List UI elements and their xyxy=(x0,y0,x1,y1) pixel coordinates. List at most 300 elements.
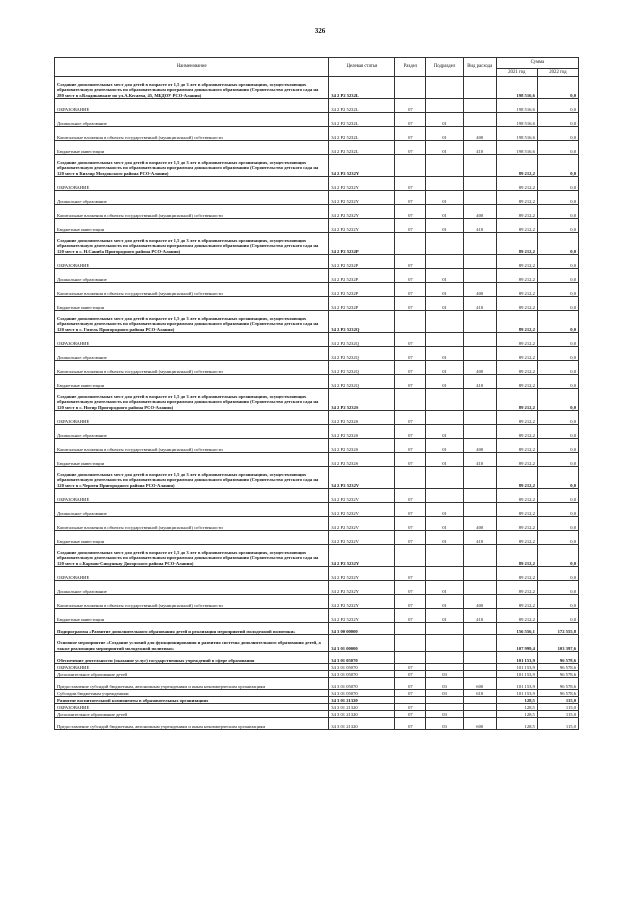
row-section xyxy=(395,635,426,652)
row-name: ОБРАЗОВАНИЕ xyxy=(55,255,329,269)
row-section: 07 xyxy=(395,333,426,347)
row-subsection: 01 xyxy=(426,375,463,389)
row-expense-type xyxy=(463,489,496,503)
row-sum-2021: 128,5 xyxy=(496,704,537,711)
row-expense-type: 400 xyxy=(463,517,496,531)
row-subsection: 01 xyxy=(426,113,463,127)
row-sum-2021: 89 212,2 xyxy=(496,581,537,595)
row-section: 07 xyxy=(395,297,426,311)
row-sum-2022: 96 578,6 xyxy=(537,664,578,671)
row-expense-type: 610 xyxy=(463,690,496,697)
row-sum-2021: 89 212,2 xyxy=(496,453,537,467)
row-sum-2022: 0,0 xyxy=(537,269,578,283)
row-subsection xyxy=(426,652,463,664)
table-row xyxy=(55,99,579,113)
row-expense-type xyxy=(463,269,496,283)
row-code: 34 2 P2 5232V xyxy=(329,517,395,531)
row-subsection xyxy=(426,697,463,704)
row-section: 07 xyxy=(395,411,426,425)
row-code: 34 2 P2 5232S xyxy=(329,439,395,453)
table-row xyxy=(55,545,579,567)
row-sum-2022: 0,0 xyxy=(537,141,578,155)
row-name: Бюджетные инвестиции xyxy=(55,219,329,233)
row-sum-2021: 89 212,2 xyxy=(496,517,537,531)
row-expense-type xyxy=(463,425,496,439)
row-subsection: 01 xyxy=(426,283,463,297)
row-expense-type xyxy=(463,503,496,517)
row-sum-2021: 89 212,2 xyxy=(496,297,537,311)
row-name: Подпрограмма «Развитие дополнительного образования детей и реализация мероприятий молодежной политики» xyxy=(55,623,329,635)
row-code: 34 2 P2 5232Y xyxy=(329,205,395,219)
row-sum-2022: 96 578,6 xyxy=(537,678,578,690)
row-sum-2021: 89 212,2 xyxy=(496,255,537,269)
row-expense-type xyxy=(463,77,496,99)
row-name: Капитальные вложения в объекты государственной (муниципальной) собственности xyxy=(55,127,329,141)
row-sum-2022: 0,0 xyxy=(537,311,578,333)
row-name: Дошкольное образование xyxy=(55,425,329,439)
row-code: 34 2 P2 5232Y xyxy=(329,609,395,623)
row-sum-2022: 0,0 xyxy=(537,219,578,233)
row-sum-2022: 0,0 xyxy=(537,283,578,297)
row-sum-2022: 0,0 xyxy=(537,233,578,255)
row-section xyxy=(395,623,426,635)
row-expense-type: 600 xyxy=(463,678,496,690)
row-sum-2021: 107 999,4 xyxy=(496,635,537,652)
row-subsection: 03 xyxy=(426,711,463,718)
row-expense-type xyxy=(463,623,496,635)
row-sum-2022: 0,0 xyxy=(537,99,578,113)
row-subsection: 01 xyxy=(426,609,463,623)
row-subsection: 03 xyxy=(426,671,463,678)
page-number: 326 xyxy=(314,27,326,35)
row-expense-type: 410 xyxy=(463,531,496,545)
row-sum-2021: 89 212,2 xyxy=(496,191,537,205)
row-code: 34 2 P2 5232Y xyxy=(329,595,395,609)
row-sum-2022: 96 578,6 xyxy=(537,690,578,697)
row-expense-type xyxy=(463,635,496,652)
row-sum-2021: 89 212,2 xyxy=(496,439,537,453)
row-sum-2022: 0,0 xyxy=(537,375,578,389)
row-section xyxy=(395,697,426,704)
row-section: 07 xyxy=(395,489,426,503)
row-section: 07 xyxy=(395,531,426,545)
row-code: 34 2 P2 5232P xyxy=(329,297,395,311)
row-code: 34 3 00 00000 xyxy=(329,623,395,635)
row-name: Дошкольное образование xyxy=(55,503,329,517)
row-sum-2021: 89 212,2 xyxy=(496,155,537,177)
row-sum-2022: 0,0 xyxy=(537,425,578,439)
row-sum-2021: 89 212,2 xyxy=(496,489,537,503)
row-name: ОБРАЗОВАНИЕ xyxy=(55,567,329,581)
row-code: 34 3 01 05070 xyxy=(329,671,395,678)
row-sum-2022: 96 578,6 xyxy=(537,652,578,664)
row-section: 07 xyxy=(395,453,426,467)
row-expense-type xyxy=(463,545,496,567)
row-section: 07 xyxy=(395,205,426,219)
row-expense-type xyxy=(463,99,496,113)
row-expense-type xyxy=(463,664,496,671)
row-code: 34 2 P2 5232V xyxy=(329,503,395,517)
row-sum-2022: 96 578,6 xyxy=(537,671,578,678)
table-row xyxy=(55,678,579,690)
table-row xyxy=(55,127,579,141)
header-sum: Сумма xyxy=(496,58,578,69)
table-row xyxy=(55,77,579,99)
row-section xyxy=(395,311,426,333)
row-section xyxy=(395,545,426,567)
row-section: 07 xyxy=(395,113,426,127)
row-sum-2022: 0,0 xyxy=(537,361,578,375)
row-code: 34 2 P2 5232L xyxy=(329,99,395,113)
row-subsection xyxy=(426,545,463,567)
row-sum-2021: 89 212,2 xyxy=(496,411,537,425)
row-section xyxy=(395,389,426,411)
row-expense-type xyxy=(463,411,496,425)
row-section: 07 xyxy=(395,283,426,297)
row-sum-2021: 101 153,9 xyxy=(496,671,537,678)
row-section: 07 xyxy=(395,269,426,283)
row-name: Создание дополнительных мест для детей в возрасте от 1,5 до 3 лет в образовательных организациях, осуществляющих образовательную деятельность по образовательным программам дошкольного образования (Строительство детского сада на 120 мест в с. Гизель Пригородного района РСО-Алания) xyxy=(55,311,329,333)
row-sum-2021: 89 212,2 xyxy=(496,609,537,623)
row-sum-2022: 0,0 xyxy=(537,503,578,517)
row-expense-type xyxy=(463,567,496,581)
row-section xyxy=(395,77,426,99)
row-sum-2022: 0,0 xyxy=(537,191,578,205)
table-row xyxy=(55,155,579,177)
table-row xyxy=(55,219,579,233)
header-expense-type: Вид расхода xyxy=(463,58,496,77)
table-row xyxy=(55,205,579,219)
table-row xyxy=(55,233,579,255)
row-sum-2021: 89 212,2 xyxy=(496,269,537,283)
row-sum-2021: 198 516,6 xyxy=(496,141,537,155)
row-sum-2022: 0,0 xyxy=(537,489,578,503)
row-sum-2021: 101 153,9 xyxy=(496,678,537,690)
row-sum-2022: 0,0 xyxy=(537,77,578,99)
row-name: Дошкольное образование xyxy=(55,113,329,127)
row-expense-type: 600 xyxy=(463,718,496,730)
row-sum-2022: 115,0 xyxy=(537,697,578,704)
row-sum-2021: 89 212,2 xyxy=(496,425,537,439)
table-row xyxy=(55,141,579,155)
table-row xyxy=(55,503,579,517)
row-subsection: 01 xyxy=(426,219,463,233)
row-code: 34 2 P2 5232P xyxy=(329,283,395,297)
row-code: 34 2 P2 5232S xyxy=(329,425,395,439)
table-row xyxy=(55,389,579,411)
row-subsection xyxy=(426,411,463,425)
row-sum-2021: 89 212,2 xyxy=(496,545,537,567)
row-expense-type xyxy=(463,347,496,361)
row-subsection xyxy=(426,623,463,635)
row-subsection: 01 xyxy=(426,269,463,283)
row-section: 07 xyxy=(395,595,426,609)
row-subsection xyxy=(426,155,463,177)
row-code: 34 2 P2 5232L xyxy=(329,113,395,127)
row-section: 07 xyxy=(395,439,426,453)
row-expense-type: 410 xyxy=(463,141,496,155)
row-sum-2021: 89 212,2 xyxy=(496,233,537,255)
row-code: 34 2 P2 5232Q xyxy=(329,333,395,347)
table-row xyxy=(55,439,579,453)
header-code: Целевая статья xyxy=(329,58,395,77)
row-code: 34 2 P2 5232L xyxy=(329,77,395,99)
row-code: 34 2 P2 5232L xyxy=(329,141,395,155)
row-name: Бюджетные инвестиции xyxy=(55,297,329,311)
row-expense-type xyxy=(463,155,496,177)
row-code: 34 2 P2 5232Y xyxy=(329,567,395,581)
table-row xyxy=(55,671,579,678)
table-row xyxy=(55,652,579,664)
row-sum-2022: 0,0 xyxy=(537,439,578,453)
row-name: Создание дополнительных мест для детей в возрасте от 1,5 до 3 лет в образовательных организациях, осуществляющих образовательную деятельность по образовательным программам дошкольного образования (Строительство детского сада на 120 мест в с.Чермен Пригородного района РСО-Алания) xyxy=(55,467,329,489)
table-row xyxy=(55,635,579,652)
table-row xyxy=(55,567,579,581)
row-code: 34 2 P2 5232Q xyxy=(329,347,395,361)
row-name: Создание дополнительных мест для детей в возрасте от 1,5 до 3 лет в образовательных организациях, осуществляющих образовательную деятельность по образовательным программам дошкольного образования (Строительство детского сада на 120 мест в с. Н.Саниба Пригородного района РСО-Алания) xyxy=(55,233,329,255)
row-code: 34 2 P2 5232S xyxy=(329,389,395,411)
row-name: Создание дополнительных мест для детей в возрасте от 1,5 до 3 лет в образовательных организациях, осуществляющих образовательную деятельность по образовательным программам дошкольного образования (Строительство детского сада на 120 мест в Кизляр Моздокского района РСО-Алания) xyxy=(55,155,329,177)
row-subsection: 01 xyxy=(426,503,463,517)
row-expense-type xyxy=(463,697,496,704)
row-code: 34 3 01 21320 xyxy=(329,718,395,730)
row-sum-2021: 89 212,2 xyxy=(496,375,537,389)
row-code: 34 2 P2 5232L xyxy=(329,127,395,141)
row-subsection xyxy=(426,704,463,711)
row-sum-2021: 89 212,2 xyxy=(496,467,537,489)
row-name: Дополнительное образование детей xyxy=(55,711,329,718)
table-row xyxy=(55,411,579,425)
table-row xyxy=(55,718,579,730)
row-sum-2021: 89 212,2 xyxy=(496,205,537,219)
row-sum-2022: 0,0 xyxy=(537,595,578,609)
row-code: 34 3 01 21320 xyxy=(329,697,395,704)
row-section: 07 xyxy=(395,127,426,141)
row-subsection xyxy=(426,255,463,269)
row-name: Капитальные вложения в объекты государственной (муниципальной) собственности xyxy=(55,205,329,219)
row-sum-2021: 198 516,6 xyxy=(496,99,537,113)
row-section: 07 xyxy=(395,375,426,389)
row-sum-2022: 0,0 xyxy=(537,453,578,467)
row-subsection xyxy=(426,99,463,113)
table-row xyxy=(55,269,579,283)
table-row xyxy=(55,711,579,718)
table-row xyxy=(55,347,579,361)
row-sum-2021: 128,5 xyxy=(496,711,537,718)
row-code: 34 2 P2 5232Y xyxy=(329,581,395,595)
row-section: 07 xyxy=(395,690,426,697)
row-expense-type: 400 xyxy=(463,595,496,609)
table-row xyxy=(55,283,579,297)
row-sum-2021: 89 212,2 xyxy=(496,595,537,609)
row-sum-2022: 0,0 xyxy=(537,205,578,219)
row-subsection: 01 xyxy=(426,531,463,545)
row-name: Капитальные вложения в объекты государственной (муниципальной) собственности xyxy=(55,595,329,609)
row-expense-type: 400 xyxy=(463,283,496,297)
row-name: Развитие воспитательной компоненты в образовательных организациях xyxy=(55,697,329,704)
row-code: 34 2 P2 5232Y xyxy=(329,219,395,233)
table-row xyxy=(55,467,579,489)
row-name: Капитальные вложения в объекты государственной (муниципальной) собственности xyxy=(55,361,329,375)
row-expense-type xyxy=(463,467,496,489)
table-row xyxy=(55,311,579,333)
row-expense-type: 410 xyxy=(463,297,496,311)
table-row xyxy=(55,255,579,269)
row-code: 34 3 01 05070 xyxy=(329,690,395,697)
row-code: 34 2 P2 5232Y xyxy=(329,545,395,567)
row-sum-2021: 101 153,9 xyxy=(496,690,537,697)
table-row xyxy=(55,664,579,671)
row-sum-2021: 156 556,1 xyxy=(496,623,537,635)
table-row xyxy=(55,177,579,191)
row-code: 34 3 01 05070 xyxy=(329,664,395,671)
row-code: 34 2 P2 5232S xyxy=(329,411,395,425)
row-sum-2022: 0,0 xyxy=(537,389,578,411)
row-section xyxy=(395,467,426,489)
row-code: 34 2 P2 5232V xyxy=(329,531,395,545)
row-subsection xyxy=(426,333,463,347)
row-section: 07 xyxy=(395,503,426,517)
row-sum-2022: 103 397,6 xyxy=(537,635,578,652)
table-row xyxy=(55,595,579,609)
row-code: 34 2 P2 5232V xyxy=(329,489,395,503)
row-code: 34 2 P2 5232V xyxy=(329,467,395,489)
row-subsection: 03 xyxy=(426,718,463,730)
table-row xyxy=(55,113,579,127)
row-code: 34 2 P2 5232Q xyxy=(329,361,395,375)
row-sum-2022: 0,0 xyxy=(537,113,578,127)
row-section: 07 xyxy=(395,671,426,678)
row-section: 07 xyxy=(395,191,426,205)
row-section: 07 xyxy=(395,567,426,581)
row-expense-type: 400 xyxy=(463,361,496,375)
row-sum-2021: 198 516,6 xyxy=(496,113,537,127)
row-section: 07 xyxy=(395,711,426,718)
header-name: Наименование xyxy=(55,58,329,77)
row-sum-2022: 0,0 xyxy=(537,581,578,595)
table-row xyxy=(55,425,579,439)
budget-table xyxy=(54,57,579,730)
row-expense-type xyxy=(463,255,496,269)
row-sum-2022: 0,0 xyxy=(537,177,578,191)
row-section xyxy=(395,155,426,177)
row-expense-type xyxy=(463,113,496,127)
table-row xyxy=(55,191,579,205)
row-name: Бюджетные инвестиции xyxy=(55,609,329,623)
row-subsection: 01 xyxy=(426,191,463,205)
table-body xyxy=(55,77,579,730)
row-code: 34 2 P2 5232Y xyxy=(329,191,395,205)
row-sum-2021: 89 212,2 xyxy=(496,503,537,517)
row-sum-2022: 0,0 xyxy=(537,567,578,581)
row-sum-2021: 89 212,2 xyxy=(496,177,537,191)
table-row xyxy=(55,704,579,711)
row-subsection xyxy=(426,233,463,255)
row-name: Предоставление субсидий бюджетным, автономным учреждениям и иным некоммерческим организациям xyxy=(55,718,329,730)
row-sum-2022: 172 555,8 xyxy=(537,623,578,635)
row-sum-2021: 198 516,6 xyxy=(496,77,537,99)
row-expense-type xyxy=(463,191,496,205)
row-sum-2022: 0,0 xyxy=(537,517,578,531)
row-subsection: 01 xyxy=(426,347,463,361)
row-section: 07 xyxy=(395,517,426,531)
row-name: ОБРАЗОВАНИЕ xyxy=(55,489,329,503)
row-code: 34 3 01 21320 xyxy=(329,711,395,718)
row-code: 34 3 01 05070 xyxy=(329,652,395,664)
row-expense-type xyxy=(463,233,496,255)
row-name: Дошкольное образование xyxy=(55,347,329,361)
row-name: ОБРАЗОВАНИЕ xyxy=(55,704,329,711)
row-name: Создание дополнительных мест для детей в возрасте от 1,5 до 3 лет в образовательных организациях, осуществляющих образовательную деятельность по образовательным программам дошкольного образования (Строительство детского сада на 120 мест в с.Карман-Синдзикау Дигорского района РСО-Алания) xyxy=(55,545,329,567)
row-name: Бюджетные инвестиции xyxy=(55,453,329,467)
row-section: 07 xyxy=(395,609,426,623)
row-sum-2021: 89 212,2 xyxy=(496,361,537,375)
row-subsection xyxy=(426,311,463,333)
row-name: Дошкольное образование xyxy=(55,581,329,595)
row-sum-2022: 0,0 xyxy=(537,255,578,269)
table-row xyxy=(55,333,579,347)
row-code: 34 2 P2 5232S xyxy=(329,453,395,467)
row-subsection xyxy=(426,389,463,411)
row-section: 07 xyxy=(395,219,426,233)
row-sum-2022: 0,0 xyxy=(537,155,578,177)
row-subsection: 01 xyxy=(426,453,463,467)
row-sum-2021: 89 212,2 xyxy=(496,567,537,581)
header-year-2021: 2021 год xyxy=(496,69,537,77)
row-name: Бюджетные инвестиции xyxy=(55,531,329,545)
row-section: 07 xyxy=(395,425,426,439)
row-name: Дополнительное образование детей xyxy=(55,671,329,678)
row-expense-type: 400 xyxy=(463,439,496,453)
row-sum-2021: 128,5 xyxy=(496,718,537,730)
table-row xyxy=(55,375,579,389)
row-expense-type: 410 xyxy=(463,375,496,389)
row-name: Дошкольное образование xyxy=(55,269,329,283)
row-section: 07 xyxy=(395,718,426,730)
row-name: Создание дополнительных мест для детей в возрасте от 1,5 до 3 лет в образовательных организациях, осуществляющих образовательную деятельность по образовательным программам дошкольного образования (Строительство детского сада на 280 мест в г.Владикавказе по ул.А.Кесаева, 45, МБДОУ РСО-Алания) xyxy=(55,77,329,99)
row-subsection xyxy=(426,567,463,581)
row-section: 07 xyxy=(395,141,426,155)
row-subsection: 01 xyxy=(426,205,463,219)
row-sum-2021: 89 212,2 xyxy=(496,347,537,361)
row-name: Капитальные вложения в объекты государственной (муниципальной) собственности xyxy=(55,283,329,297)
row-sum-2021: 89 212,2 xyxy=(496,311,537,333)
row-subsection: 01 xyxy=(426,297,463,311)
table-row xyxy=(55,531,579,545)
row-sum-2021: 89 212,2 xyxy=(496,531,537,545)
row-sum-2021: 89 212,2 xyxy=(496,389,537,411)
row-sum-2022: 0,0 xyxy=(537,609,578,623)
row-expense-type: 400 xyxy=(463,127,496,141)
row-sum-2022: 0,0 xyxy=(537,297,578,311)
row-code: 34 2 P2 5232Q xyxy=(329,375,395,389)
row-section: 07 xyxy=(395,678,426,690)
row-expense-type: 400 xyxy=(463,205,496,219)
row-sum-2022: 0,0 xyxy=(537,411,578,425)
row-subsection: 01 xyxy=(426,425,463,439)
row-subsection: 03 xyxy=(426,678,463,690)
row-code: 34 3 01 00000 xyxy=(329,635,395,652)
row-expense-type: 410 xyxy=(463,219,496,233)
table-row xyxy=(55,623,579,635)
table-row xyxy=(55,453,579,467)
header-subsection: Подраздел xyxy=(426,58,463,77)
row-name: ОБРАЗОВАНИЕ xyxy=(55,333,329,347)
row-expense-type xyxy=(463,333,496,347)
row-name: Бюджетные инвестиции xyxy=(55,141,329,155)
row-subsection xyxy=(426,77,463,99)
row-sum-2021: 128,5 xyxy=(496,697,537,704)
